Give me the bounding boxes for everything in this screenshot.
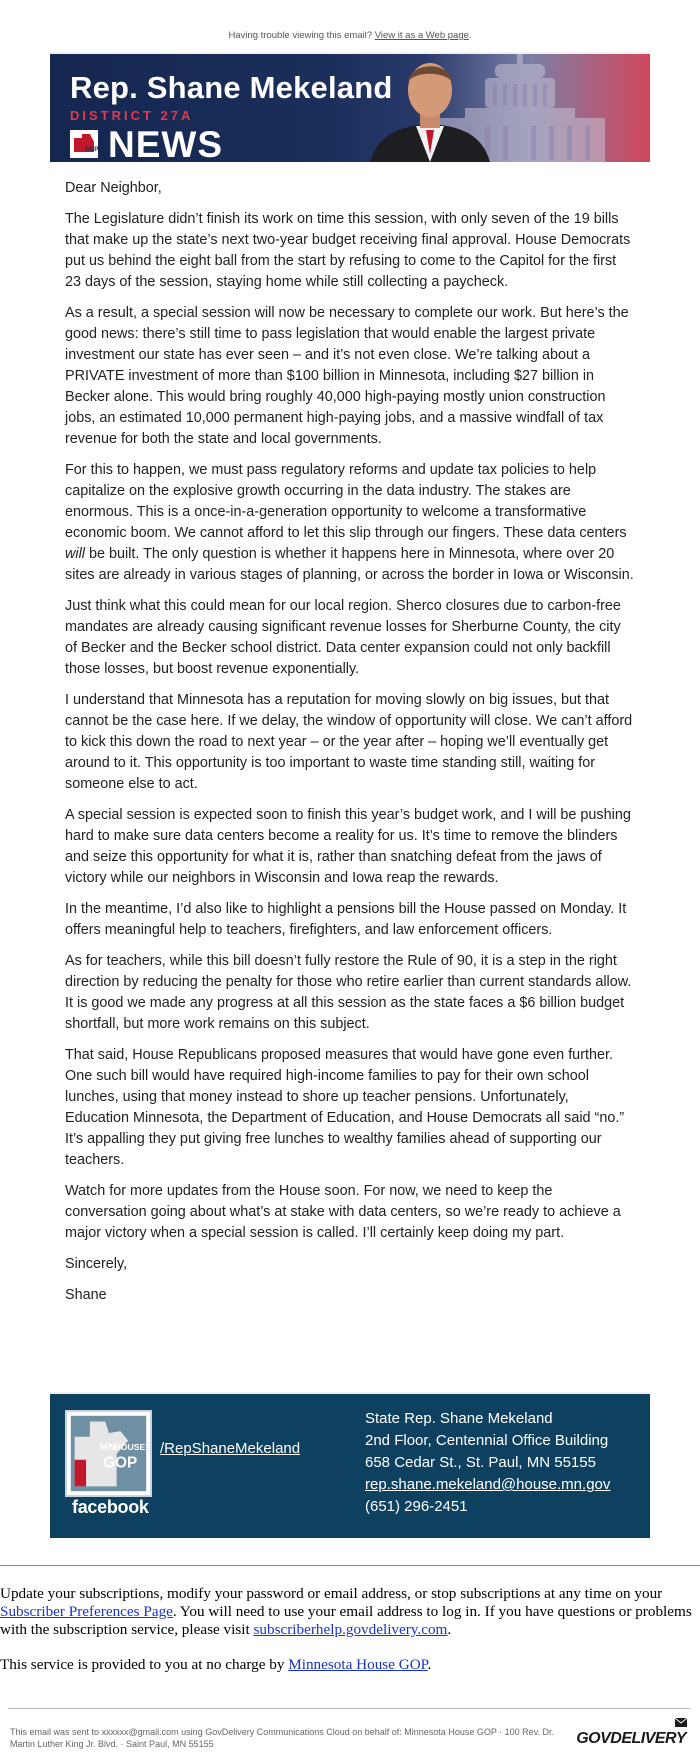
banner-name: Rep. Shane Mekeland [70, 70, 393, 105]
banner-news: NEWS [108, 124, 223, 162]
service-text-a: This service is provided to you at no charge by [0, 1656, 285, 1673]
greeting: Dear Neighbor, [65, 180, 162, 196]
paragraph-7: In the meantime, I’d also like to highlight a pensions bill the House passed on Monday. It offers meaningful help to teachers, firefighters, and law enforcement officers. [65, 901, 627, 938]
header-banner [50, 54, 650, 162]
web-view-note [0, 30, 700, 41]
paragraph-9: That said, House Republicans proposed measures that would have gone even further. One such bill would have required high-income families to pay for their own school lunches, using that money instead to shore up teacher pensions. Unfortunately, Education Minnesota, the Department of Education, and House Democrats all said “no.” It’s appalling they put giving free lunches to wealthy families ahead of supporting our teachers. [65, 1047, 625, 1168]
signature: Shane [65, 1287, 107, 1303]
gop-logo-text: GOP [85, 147, 98, 153]
minnesota-house-gop-link[interactable]: Minnesota House GOP [288, 1656, 428, 1673]
paragraph-6: A special session is expected soon to finish this year’s budget work, and I will be pushing hard to make sure data centers become a reality for us. It’s time to remove the blinders and seize this opportunity for what it is, rather than snatching defeat from the jaws of victory while our neighbors in Wisconsin and Iowa reap the rewards. [65, 807, 631, 886]
web-view-link[interactable]: View it as a Web page [374, 30, 469, 41]
paragraph-4: Just think what this could mean for our local region. Sherco closures due to carbon-free mandates are already causing significant revenue losses for Sherburne County, the city of Becker and the Becker school district. Data center expansion could not only backfill those losses, but boost revenue exponentially. [65, 598, 621, 677]
subscriber-help-link[interactable]: subscriberhelp.govdelivery.com [253, 1621, 448, 1638]
paragraph-3-part-b: be built. The only question is whether it happens here in Minnesota, where over 20 sites are already in various stages of planning, or across the border in Iowa or Wisconsin. [65, 546, 634, 583]
facebook-wordmark: facebook [72, 1497, 149, 1517]
paragraph-8: As for teachers, while this bill doesn’t fully restore the Rule of 90, it is a step in the right direction by reducing the penalty for those who retire earlier than current standards allow. It is good we made any progress at all this session as the state faces a $6 billion budget shortfall, but more work remains on this subject. [65, 953, 632, 1032]
contact-block [365, 1408, 610, 1518]
subscription-paragraph [0, 1585, 700, 1639]
subs-text-b: . You will need to use your email address to log in. If you have questions or problems with the subscription service, please visit [0, 1603, 692, 1638]
contact-email-link[interactable]: rep.shane.mekeland@house.mn.gov [365, 1476, 611, 1493]
letter-body [50, 162, 650, 1392]
logo-gop-text: GOP [103, 1454, 138, 1472]
envelope-icon [674, 1716, 688, 1728]
subs-text-c: . [447, 1621, 452, 1638]
contact-phone: (651) 296-2451 [365, 1498, 468, 1515]
paragraph-3-emphasis: will [65, 546, 85, 562]
service-paragraph [0, 1656, 700, 1674]
logo-mn-text: MN [99, 1442, 116, 1454]
service-text-b: . [427, 1656, 432, 1673]
legal-footer-text: This email was sent to xxxxxx@gmail.com using GovDelivery Communications Cloud on behalf of: Minnesota House GOP · 100 Rev. Dr. Martin Luther King Jr. Blvd. · Saint Paul, MN 55155 [10, 1727, 555, 1749]
banner-district: DISTRICT 27A [70, 108, 194, 123]
mn-house-gop-logo[interactable] [65, 1410, 152, 1497]
web-view-suffix: . [468, 30, 472, 41]
contact-footer [50, 1394, 650, 1538]
legal-divider [8, 1708, 690, 1709]
divider [0, 1565, 700, 1566]
paragraph-3 [65, 460, 635, 586]
gop-logo-icon [70, 130, 98, 158]
paragraph-1: The Legislature didn’t finish its work on time this session, with only seven of the 19 bills that make up the state’s next two-year budget receiving final approval. House Democrats put us behind the eight ball from the start by refusing to come to the Capitol for the first 23 days of the session, staying home while still collecting a paycheck. [65, 211, 631, 290]
logo-house-text: HOUSE [114, 1442, 146, 1453]
closing: Sincerely, [65, 1256, 128, 1272]
subscriber-preferences-link[interactable]: Subscriber Preferences Page [0, 1603, 173, 1620]
paragraph-5: I understand that Minnesota has a reputation for moving slowly on big issues, but that cannot be the case here. If we delay, the window of opportunity will close. We can’t afford to kick this down the road to next year – or the year after – hoping we’ll eventually get around to it. This opportunity is too important to waste time standing still, waiting for someone else to act. [65, 692, 633, 792]
contact-office: 2nd Floor, Centennial Office Building [365, 1432, 609, 1449]
contact-name: State Rep. Shane Mekeland [365, 1410, 553, 1427]
web-view-prefix: Having trouble viewing this email? [228, 30, 373, 41]
govdelivery-logo[interactable]: GOVDELIVERY [576, 1730, 686, 1747]
subs-text-a: Update your subscriptions, modify your password or email address, or stop subscriptions at any time on your [0, 1585, 663, 1602]
paragraph-3-part-a: For this to happen, we must pass regulatory reforms and update tax policies to help capitalize on the explosive growth occurring in the data industry. The stakes are enormous. This is a once-in-a-generation opportunity to welcome a transformative economic boom. We cannot afford to let this slip through our fingers. These data centers [65, 462, 627, 541]
paragraph-10: Watch for more updates from the House soon. For now, we need to keep the conversation going about what’s at stake with data centers, so we’re ready to achieve a major victory when a special session is called. I’ll certainly keep doing my part. [65, 1183, 621, 1241]
subscription-notice [0, 1585, 700, 1691]
facebook-link[interactable]: /RepShaneMekeland [160, 1440, 301, 1457]
paragraph-2: As a result, a special session will now be necessary to complete our work. But here’s the good news: there’s still time to pass legislation that would enable the largest private investment our state has ever seen – and it’s not even close. We’re talking about a PRIVATE investment of more than $100 billion in Minnesota, including $27 billion in Becker alone. This would bring roughly 40,000 high-paying mostly union construction jobs, an estimated 10,000 permanent high-paying jobs, and a massive windfall of tax revenue for both the state and local governments. [65, 305, 629, 447]
contact-address: 658 Cedar St., St. Paul, MN 55155 [365, 1454, 596, 1471]
